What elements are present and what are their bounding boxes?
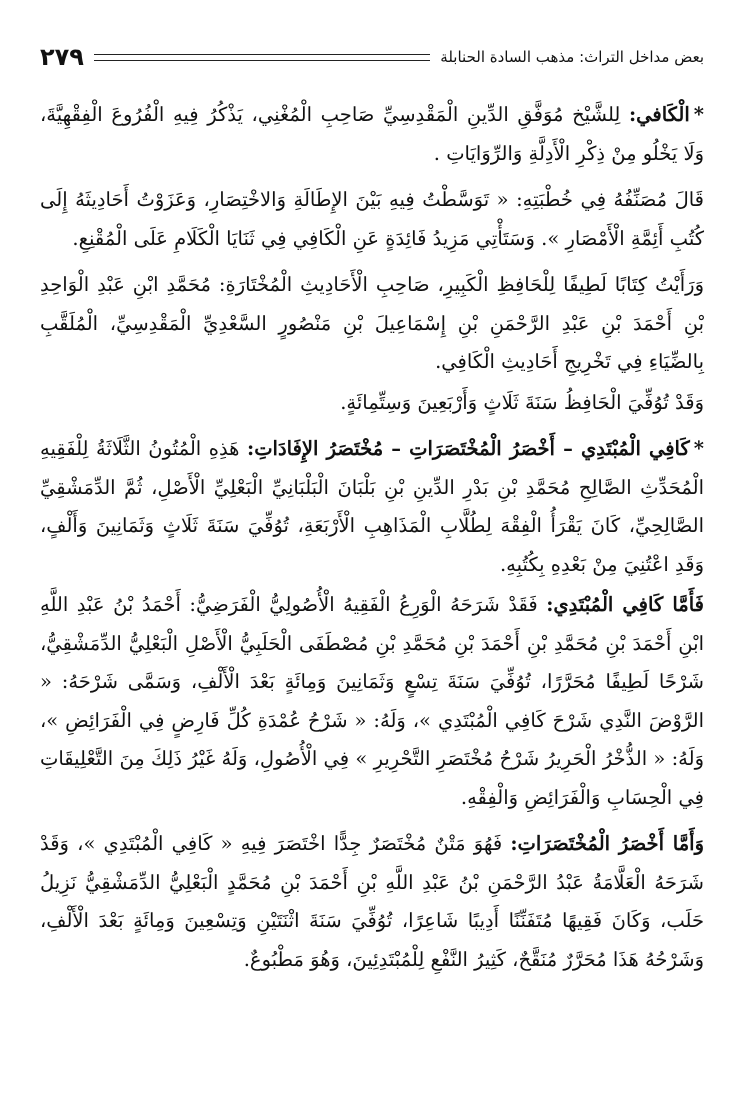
entry-heading: وَأَمَّا أَخْصَرُ الْمُخْتَصَرَاتِ: [510, 832, 704, 855]
paragraph-text: لِلشَّيْخ مُوَفَّقِ الدِّينِ الْمَقْدِسِيِّ صَاحِبِ الْمُغْنِي، يَذْكُرُ فِيهِ الْفُرُوعَ الْفِقْهِيَّةَ، وَلَا يَخْلُو مِنْ ذِكْرِ الْأَدِلَّةِ وَالرِّوَايَاتِ . [40, 103, 704, 165]
paragraph-text: وَقَدْ تُوُفِّيَ الْحَافِظُ سَنَةَ ثَلَاثٍ وَأَرْبَعِينَ وَسِتِّمِائَةٍ. [340, 390, 704, 414]
paragraph-author-quote [40, 181, 704, 258]
book-page [40, 40, 704, 1090]
running-header-title: بعض مداخل التراث: مذهب السادة الحنابلة [440, 48, 704, 66]
running-header [40, 40, 704, 74]
paragraph-kafi-mubtadi [40, 586, 704, 817]
bullet-marker: * [693, 437, 704, 460]
paragraph-text: قَالَ مُصَنِّفُهُ فِي خُطْبَتِهِ: « تَوَسَّطْتُ فِيهِ بَيْنَ الإِطَالَةِ وَالاخْتِصَارِ، وَعَزَوْتُ أَحَادِيثَهُ إِلَى كُتُبِ أَئِمَّةِ الْأَمْصَارِ ». وَسَتَأْتِي مَزِيدُ فَائِدَةٍ عَنِ الْكَافِي فِي ثَنَايَا الْكَلَامِ عَلَى الْمُقْنِعِ. [40, 188, 704, 250]
body-text [40, 96, 704, 979]
entry-heading: كَافِي الْمُبْتَدِي – أَخْصَرُ الْمُخْتَصَرَاتِ – مُخْتَصَرُ الإِفَادَاتِ: [247, 437, 690, 460]
paragraph-akhsar [40, 825, 704, 979]
paragraph-hafiz-death [40, 384, 704, 423]
paragraph-diya-book [40, 266, 704, 382]
entry-heading: فَأَمَّا كَافِي الْمُبْتَدِي: [546, 593, 704, 616]
bullet-marker: * [693, 103, 704, 126]
paragraph-text: فَهُوَ مَتْنٌ مُخْتَصَرٌ جِدًّا اخْتَصَرَ فِيهِ « كَافِي الْمُبْتَدِي »، وَقَدْ شَرَحَهُ الْعَلَّامَةُ عَبْدُ الرَّحْمَنِ بْنُ عَبْدِ اللَّهِ بْنِ أَحْمَدَ بْنِ مُحَمَّدٍ الْبَعْلِيُّ الدِّمَشْقِيُّ نَزِيلُ حَلَب، وَكَانَ فَقِيهًا مُتَفَنِّنًا أَدِيبًا شَاعِرًا، تُوُفِّيَ سَنَةَ اثْنَتَيْنِ وَتِسْعِينَ وَمِائَةٍ بَعْدَ الْأَلْفِ، وَشَرْحُهُ هَذَا مُحَرَّرٌ مُنَقَّحٌ، كَثِيرُ النَّفْعِ لِلْمُبْتَدِئِينَ، وَهُوَ مَطْبُوعٌ. [40, 832, 704, 971]
entry-heading: الْكَافي: [628, 103, 690, 126]
page-number: ٢٧٩ [40, 43, 84, 71]
paragraph-al-kafi [40, 96, 704, 173]
paragraph-three-texts [40, 430, 704, 584]
paragraph-text: هَذِهِ الْمُتُونُ الثَّلَاثَةُ لِلْفَقِيهِ الْمُحَدِّثِ الصَّالِحِ مُحَمَّدِ بْنِ بَدْرِ الدِّينِ بْنِ بَلْبَانَ الْبَلْبَانِيِّ الْبَعْلِيِّ الْأَصْلِ، ثُمَّ الدِّمَشْقِيِّ الصَّالِحِيِّ، كَانَ يَقْرَأُ الْفِقْهَ لِطُلَّابِ الْمَذَاهِبِ الْأَرْبَعَةِ، تُوُفِّيَ سَنَةَ ثَلَاثٍ وَثَمَانِينَ وَأَلْفٍ، وَقَدِ اعْتُنِيَ مِنْ بَعْدِهِ بِكُتُبِهِ. [40, 437, 704, 576]
paragraph-text: وَرَأَيْتُ كِتَابًا لَطِيفًا لِلْحَافِظِ الْكَبِيرِ، صَاحِبِ الْأَحَادِيثِ الْمُخْتَارَةِ: مُحَمَّدِ ابْنِ عَبْدِ الْوَاحِدِ بْنِ أَحْمَدَ بْنِ عَبْدِ الرَّحْمَنِ بْنِ إِسْمَاعِيلَ بْنِ مَنْصُورٍ السَّعْدِيِّ الْمَقْدِسِيِّ، الْمُلَقَّبِ بِالضِّيَاءِ فِي تَخْرِيجِ أَحَادِيثِ الْكَافِي. [40, 273, 704, 373]
paragraph-text: فَقَدْ شَرَحَهُ الْوَرِعُ الْفَقِيهُ الْأُصُولِيُّ الْفَرَضِيُّ: أَحْمَدُ بْنُ عَبْدِ اللَّهِ ابْنِ أَحْمَدَ بْنِ مُحَمَّدِ بْنِ أَحْمَدَ بْنِ مُحَمَّدِ بْنِ مُصْطَفَى الْحَلَبِيُّ الْأَصْلِ الْبَعْلِيُّ الدِّمَشْقِيُّ، شَرْحًا لَطِيفًا مُحَرَّرًا، تُوُفِّيَ سَنَةَ تِسْعٍ وَثَمَانِينَ وَمِائَةٍ بَعْدَ الْأَلْفِ، وَسَمَّى شَرْحَهُ: « الرَّوْضَ النَّدِي شَرْحَ كَافِي الْمُبْتَدِي »، وَلَهُ: « شَرْحُ عُمْدَةِ كُلِّ فَارِضٍ فِي الْفَرَائِضِ »، وَلَهُ: « الذُّخْرُ الْحَرِيرُ شَرْحُ مُخْتَصَرِ التَّحْرِيرِ » فِي الْأُصُولِ، وَلَهُ غَيْرُ ذَلِكَ مِنَ التَّعْلِيقَاتِ فِي الْحِسَابِ وَالْفَرَائِضِ وَالْفِقْهِ. [40, 593, 704, 809]
header-rule [94, 54, 430, 61]
